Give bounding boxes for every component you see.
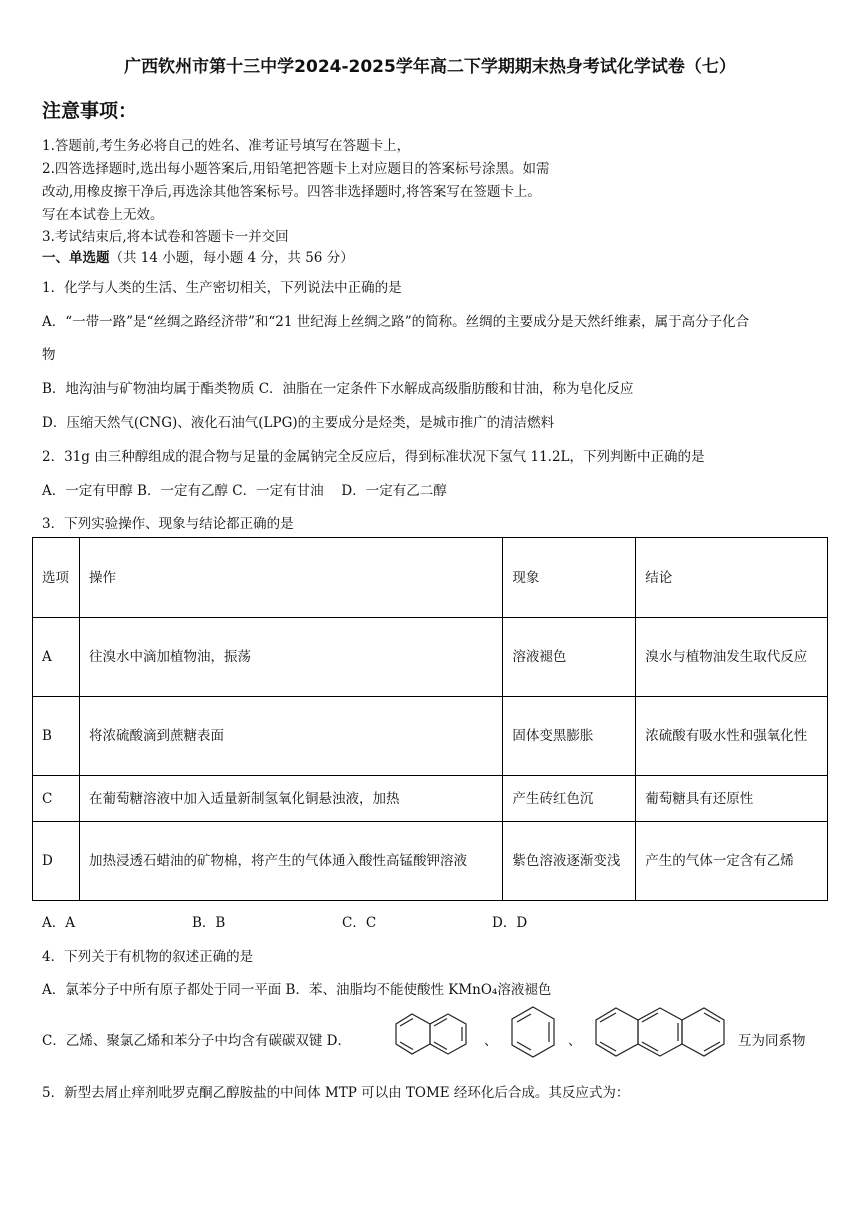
table-cell: B — [33, 697, 80, 776]
q1-option-d: D．压缩天然气(CNG)、液化石油气(LPG)的主要成分是烃类，是城市推广的清洁燃料 — [42, 415, 555, 431]
table-row — [33, 618, 828, 697]
table-row — [33, 697, 828, 776]
page-title: 广西钦州市第十三中学2024-2025学年高二下学期期末热身考试化学试卷（七） — [124, 57, 736, 77]
naphthalene-structure — [394, 1010, 470, 1058]
table-cell: 溶液褪色 — [503, 618, 636, 697]
table-cell: 产生的气体一定含有乙烯 — [636, 822, 828, 901]
table-cell: 紫色溶液逐渐变浅 — [503, 822, 636, 901]
section-heading — [42, 246, 354, 266]
table-cell: A — [33, 618, 80, 697]
table-cell: D — [33, 822, 80, 901]
header-cell: 选项 — [33, 538, 80, 618]
q5-stem: 5．新型去屑止痒剂吡罗克酮乙醇胺盐的中间体 MTP 可以由 TOME 经环化后合成。其反应式为： — [42, 1085, 630, 1101]
notice-line: 2.四答选择题时,选出每小题答案后,用铅笔把答题卡上对应题目的答案标号涂黑。如需 — [42, 161, 550, 177]
option: D．D — [492, 915, 528, 931]
q1-option-a: A．“一带一路”是“丝绸之路经济带”和“21 世纪海上丝绸之路”的简称。丝绸的主要成分是天然纤维素，属于高分子化合 — [42, 314, 750, 330]
table-cell: C — [33, 776, 80, 822]
q3-options — [42, 911, 527, 931]
table-row — [33, 822, 828, 901]
table-cell: 固体变黑膨胀 — [503, 697, 636, 776]
q1-option-a-cont: 物 — [42, 347, 56, 363]
q4-option-ab: A．氯苯分子中所有原子都处于同一平面 B．苯、油脂均不能使酸性 KMnO₄溶液褪色 — [42, 982, 552, 998]
table-cell: 将浓硫酸滴到蔗糖表面 — [79, 697, 502, 776]
option: A．A — [42, 915, 75, 931]
header-cell: 现象 — [503, 538, 636, 618]
q4-stem: 4．下列关于有机物的叙述正确的是 — [42, 949, 254, 965]
q1-stem: 1．化学与人类的生活、生产密切相关，下列说法中正确的是 — [42, 280, 402, 296]
section-label: 一、单选题 — [42, 250, 110, 266]
option: C．C — [342, 915, 377, 931]
q2-options: A．一定有甲醇 B．一定有乙醇 C．一定有甘油 D．一定有乙二醇 — [42, 483, 447, 499]
notice-line: 3.考试结束后,将本试卷和答题卡一并交回 — [42, 229, 289, 245]
notice-heading: 注意事项： — [42, 100, 138, 122]
q2-stem: 2．31g 由三种醇组成的混合物与足量的金属钠完全反应后，得到标准状况下氢气 11.2L，下列判断中正确的是 — [42, 449, 705, 465]
table-cell: 溴水与植物油发生取代反应 — [636, 618, 828, 697]
benzene-structure — [509, 1004, 557, 1060]
table-cell: 往溴水中滴加植物油，振荡 — [79, 618, 502, 697]
q3-stem: 3．下列实验操作、现象与结论都正确的是 — [42, 516, 294, 532]
table-cell: 加热浸透石蜡油的矿物棉，将产生的气体通入酸性高锰酸钾溶液 — [79, 822, 502, 901]
section-info: （共 14 小题，每小题 4 分，共 56 分） — [109, 250, 354, 266]
header-cell: 结论 — [636, 538, 828, 618]
notice-line: 1.答题前,考生务必将自己的姓名、准考证号填写在答题卡上， — [42, 138, 411, 154]
option: B．B — [192, 915, 226, 931]
separator: 、 — [484, 1033, 498, 1049]
table-row — [33, 776, 828, 822]
separator: 、 — [568, 1033, 582, 1049]
table-header-row — [33, 538, 828, 618]
table-cell: 在葡萄糖溶液中加入适量新制氢氧化铜悬浊液，加热 — [79, 776, 502, 822]
table-cell: 浓硫酸有吸水性和强氧化性 — [636, 697, 828, 776]
q4-option-d-tail: 互为同系物 — [738, 1033, 806, 1049]
experiment-table — [32, 537, 828, 901]
header-cell: 操作 — [79, 538, 502, 618]
q4-option-cd: C．乙烯、聚氯乙烯和苯分子中均含有碳碳双键 D． — [42, 1033, 351, 1049]
notice-line: 写在本试卷上无效。 — [42, 207, 164, 223]
notice-line: 改动,用橡皮擦干净后,再选涂其他答案标号。四答非选择题时,将答案写在签题卡上。 — [42, 184, 541, 200]
anthracene-structure — [594, 1004, 728, 1060]
q1-option-bc: B．地沟油与矿物油均属于酯类物质 C．油脂在一定条件下水解成高级脂肪酸和甘油，称为皂化反应 — [42, 381, 634, 397]
table-cell: 葡萄糖具有还原性 — [636, 776, 828, 822]
table-cell: 产生砖红色沉 — [503, 776, 636, 822]
